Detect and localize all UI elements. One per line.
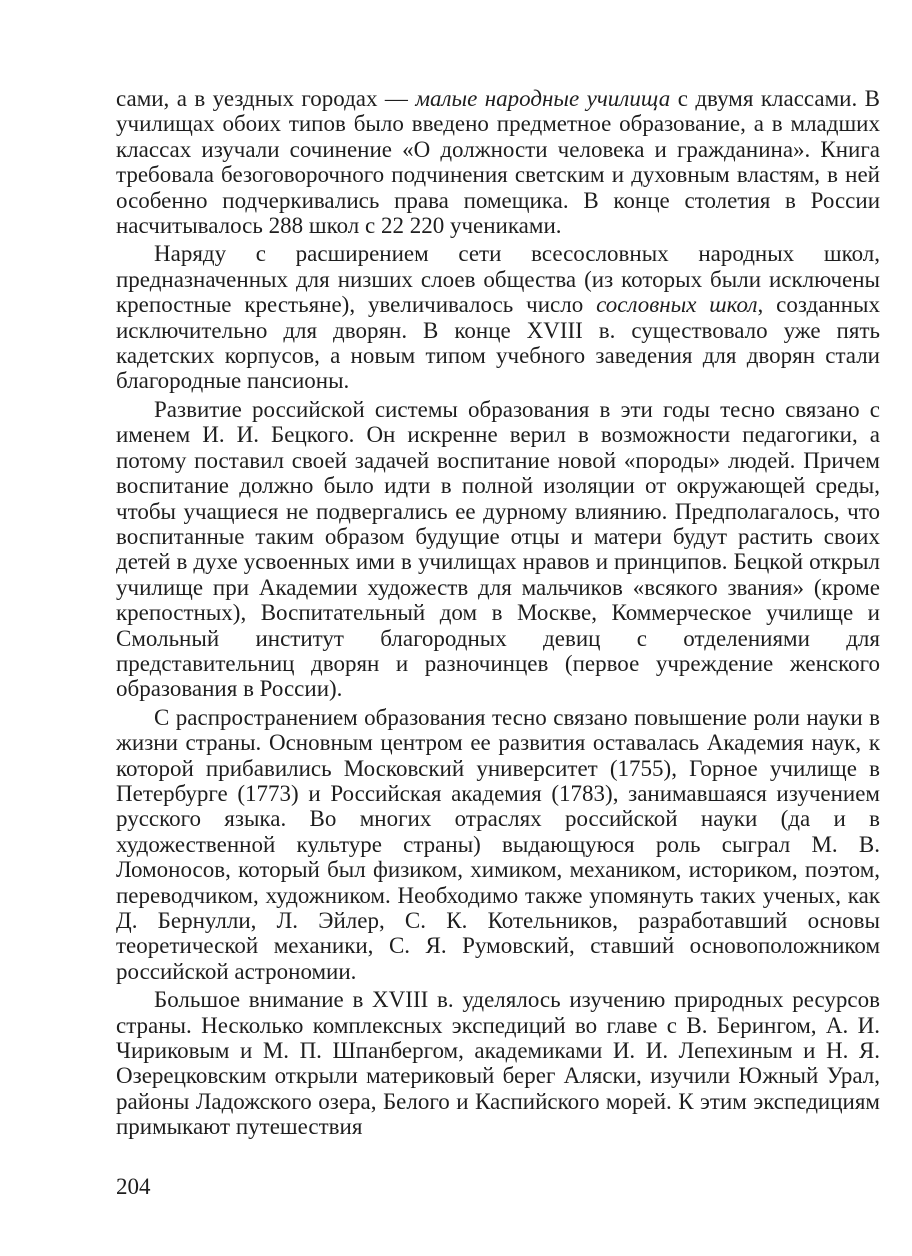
paragraph-2-run-1: Наряду с расширением сети всесословных народных школ, предназначенных для низших слоев общества (из которых были исключены крепостные крестьяне), увеличивалось число [116,241,880,318]
page-number: 204 [116,1174,151,1199]
paragraph-5-run-1: Большое внимание в XVIII в. уделялось изучению природных ресурсов страны. Несколько комплексных экспедиций во главе с В. Берингом, А. И. Чириковым и М. П. Шпанбергом, академиками И. И. Лепехиным и Н. Я. Озерецковским открыли материковый берег Аляски, изучили Южный Урал, районы Ладожского озера, Белого и Каспийского морей. К этим экспедициям примыкают путешествия [116,987,880,1140]
paragraph-2-run-3: , созданных исключительно для дворян. В конце XVIII в. существовало уже пять кадетских корпусов, а новым типом учебного заведения для дворян стали благородные пансионы. [116,292,881,394]
paragraph-5 [116,987,880,1139]
term-soslovnye-shkoly: сословных школ [596,292,758,318]
page-body [116,86,880,1143]
paragraph-1-run-1: сами, а в уездных городах — [116,86,416,111]
paragraph-3 [116,397,880,702]
paragraph-1-run-3: с двумя классами. В училищах обоих типов было введено предметное образование, а в младших классах изучали сочинение «О должности человека и гражданина». Книга требовала безоговорочного подчинения светским и духовным властям, в ней особенно подчеркивались права помещика. В конце столетия в России насчитывалось 288 школ с 22 220 учениками. [116,86,880,239]
paragraph-3-run-1: Развитие российской системы образования в эти годы тесно связано с именем И. И. Бецкого. Он искренне верил в возможности педагогики, а потому поставил своей задачей воспитание новой «породы» людей. Причем воспитание должно было идти в полной изоляции от окружающей среды, чтобы учащиеся не подвергались ее дурному влиянию. Предполагалось, что воспитанные таким образом будущие отцы и матери будут растить своих детей в духе усвоенных ими в училищах нравов и принципов. Бецкой открыл училище при Академии художеств для мальчиков «всякого звания» (кроме крепостных), Воспитательный дом в Москве, Коммерческое училище и Смольный институт благородных девиц с отделениями для представительниц дворян и разночинцев (первое учреждение женского образования в России). [116,396,880,702]
paragraph-4 [116,705,880,984]
term-malye-narodnye-uchilishcha: малые народные училища [415,86,671,111]
paragraph-4-run-1: С распространением образования тесно связано повышение роли науки в жизни страны. Основным центром ее развития оставалась Академия наук, к которой прибавились Московский университет (1755), Горное училище в Петербурге (1773) и Российская академия (1783), занимавшаяся изучением русского языка. Во многих отраслях российской науки (да и в художественной культуре страны) выдающуюся роль сыграл М. В. Ломоносов, который был физиком, химиком, механиком, историком, поэтом, переводчиком, художником. Необходимо также упомянуть таких ученых, как Д. Бернулли, Л. Эйлер, С. К. Котельников, разработавший основы теоретической механики, С. Я. Румовский, ставший основоположником российской астрономии. [116,704,880,984]
paragraph-2 [116,241,880,393]
paragraph-1 [116,86,880,238]
